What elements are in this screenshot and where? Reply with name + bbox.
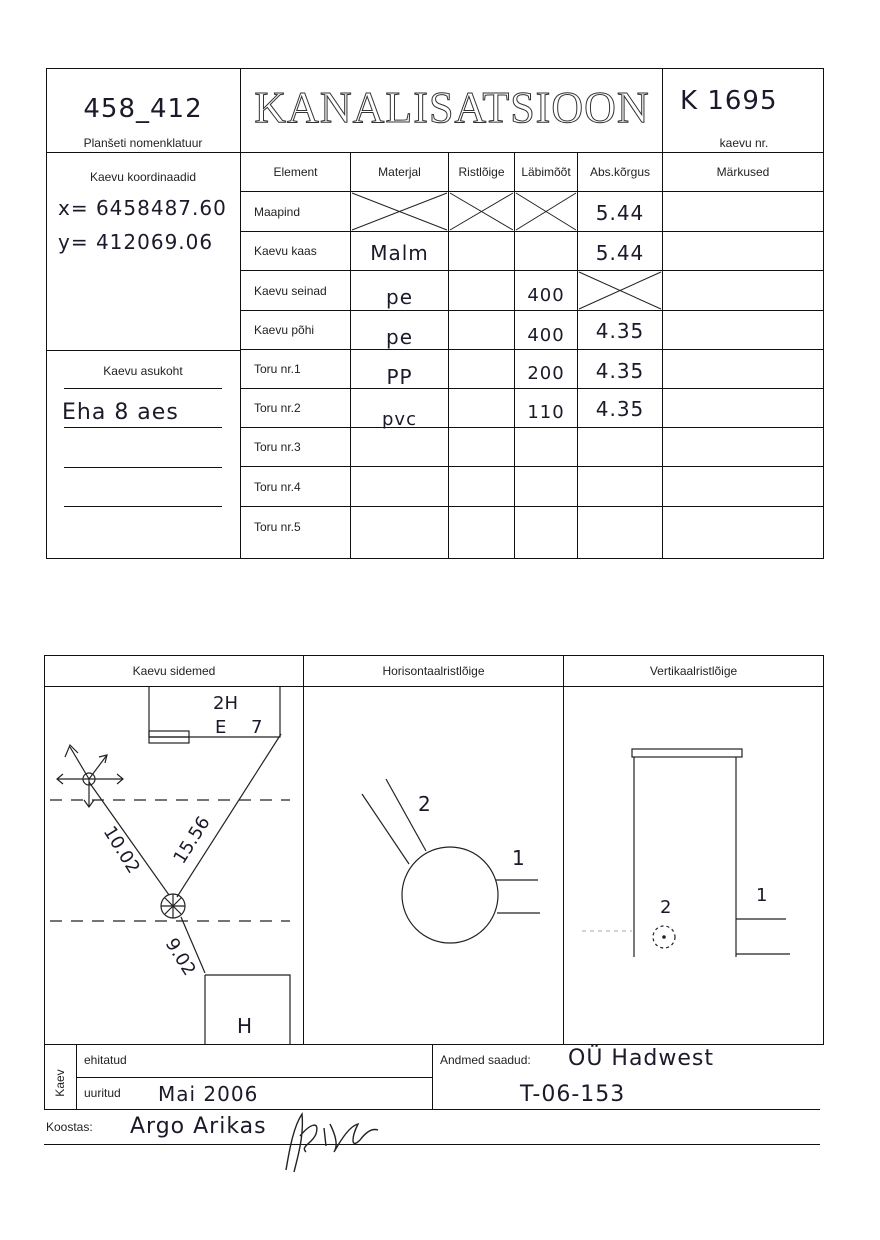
data-source-company: OÜ Hadwest bbox=[568, 1046, 715, 1071]
pipe-2-label: 2 bbox=[418, 792, 431, 816]
cell-abs-height: 4.35 bbox=[595, 319, 645, 343]
coordinate-x: x= 6458487.60 bbox=[58, 196, 227, 220]
row-label: Kaevu seinad bbox=[254, 283, 327, 298]
row-label: Toru nr.1 bbox=[254, 362, 301, 376]
coordinates-label: Kaevu koordinaadid bbox=[89, 170, 197, 184]
nomenclature-value: 458_412 bbox=[83, 94, 203, 124]
surveyed-value: Mai 2006 bbox=[158, 1082, 259, 1106]
row-label: Toru nr.5 bbox=[254, 519, 301, 534]
row-label: Toru nr.3 bbox=[254, 440, 301, 454]
cell-diameter: 400 bbox=[527, 324, 565, 346]
cell-material: PP bbox=[386, 365, 413, 389]
location-label: Kaevu asukoht bbox=[103, 364, 183, 378]
header-element: Element bbox=[273, 165, 318, 179]
building-top-label: 2H bbox=[213, 693, 238, 714]
pipe-1-label: 1 bbox=[756, 885, 768, 906]
cell-material: Malm bbox=[370, 241, 429, 265]
row-label: Toru nr.4 bbox=[254, 479, 301, 494]
cell-diameter: 110 bbox=[527, 401, 565, 423]
vertical-section-sketch bbox=[564, 687, 823, 1044]
entrance-number: 7 bbox=[251, 717, 263, 738]
cell-abs-height: 5.44 bbox=[595, 241, 645, 265]
header-notes: Märkused bbox=[716, 165, 770, 179]
cell-abs-height: 4.35 bbox=[595, 359, 645, 383]
distance-label: 10.02 bbox=[98, 822, 144, 878]
header-material: Materjal bbox=[378, 165, 421, 179]
distance-label: 9.02 bbox=[160, 934, 200, 980]
building-bottom-label: H bbox=[237, 1014, 253, 1038]
distance-label: 15.56 bbox=[169, 812, 215, 868]
cell-diameter: 200 bbox=[527, 362, 565, 384]
cell-material: pvc bbox=[382, 408, 417, 430]
surveyed-label: uuritud bbox=[84, 1086, 121, 1100]
cell-material: pe bbox=[386, 325, 413, 349]
header-abs-height: Abs.kõrgus bbox=[589, 165, 651, 179]
header-cross-section: Ristlõige bbox=[458, 165, 505, 179]
built-label: ehitatud bbox=[84, 1053, 127, 1067]
row-label: Kaevu põhi bbox=[254, 323, 315, 337]
pipe-2-label: 2 bbox=[660, 897, 672, 918]
connections-label: Kaevu sidemed bbox=[132, 664, 216, 678]
coordinate-y: y= 412069.06 bbox=[58, 230, 214, 254]
header-diameter: Läbimõõt bbox=[521, 165, 571, 179]
data-source-number: T-06-153 bbox=[520, 1082, 626, 1107]
cell-abs-height: 4.35 bbox=[595, 397, 645, 421]
row-label: Toru nr.2 bbox=[254, 401, 301, 415]
vertical-section-label: Vertikaalristlõige bbox=[649, 664, 738, 678]
data-source-label: Andmed saadud: bbox=[440, 1053, 531, 1067]
cell-abs-height: 5.44 bbox=[595, 201, 645, 225]
nomenclature-label: Planšeti nomenklatuur bbox=[83, 136, 203, 150]
row-label: Kaevu kaas bbox=[254, 244, 317, 258]
cell-diameter: 400 bbox=[527, 284, 565, 306]
row-label: Maapind bbox=[254, 204, 301, 219]
well-number-label: kaevu nr. bbox=[719, 136, 769, 150]
horizontal-section-label: Horisontaalristlõige bbox=[382, 664, 485, 678]
well-side-label: Kaev bbox=[53, 1069, 67, 1097]
connections-sketch bbox=[45, 687, 303, 1044]
form-title: KANALISATSIOON bbox=[254, 83, 650, 132]
location-value: Eha 8 aes bbox=[62, 400, 179, 425]
compiled-by-label: Koostas: bbox=[46, 1120, 93, 1134]
cell-material: pe bbox=[386, 285, 413, 309]
pipe-1-label: 1 bbox=[512, 846, 525, 870]
entrance-label: E bbox=[215, 717, 227, 738]
well-number-value: K 1695 bbox=[680, 86, 778, 116]
signature bbox=[280, 1106, 390, 1176]
compiled-by-value: Argo Arikas bbox=[130, 1114, 267, 1139]
horizontal-section-sketch bbox=[304, 687, 563, 1044]
